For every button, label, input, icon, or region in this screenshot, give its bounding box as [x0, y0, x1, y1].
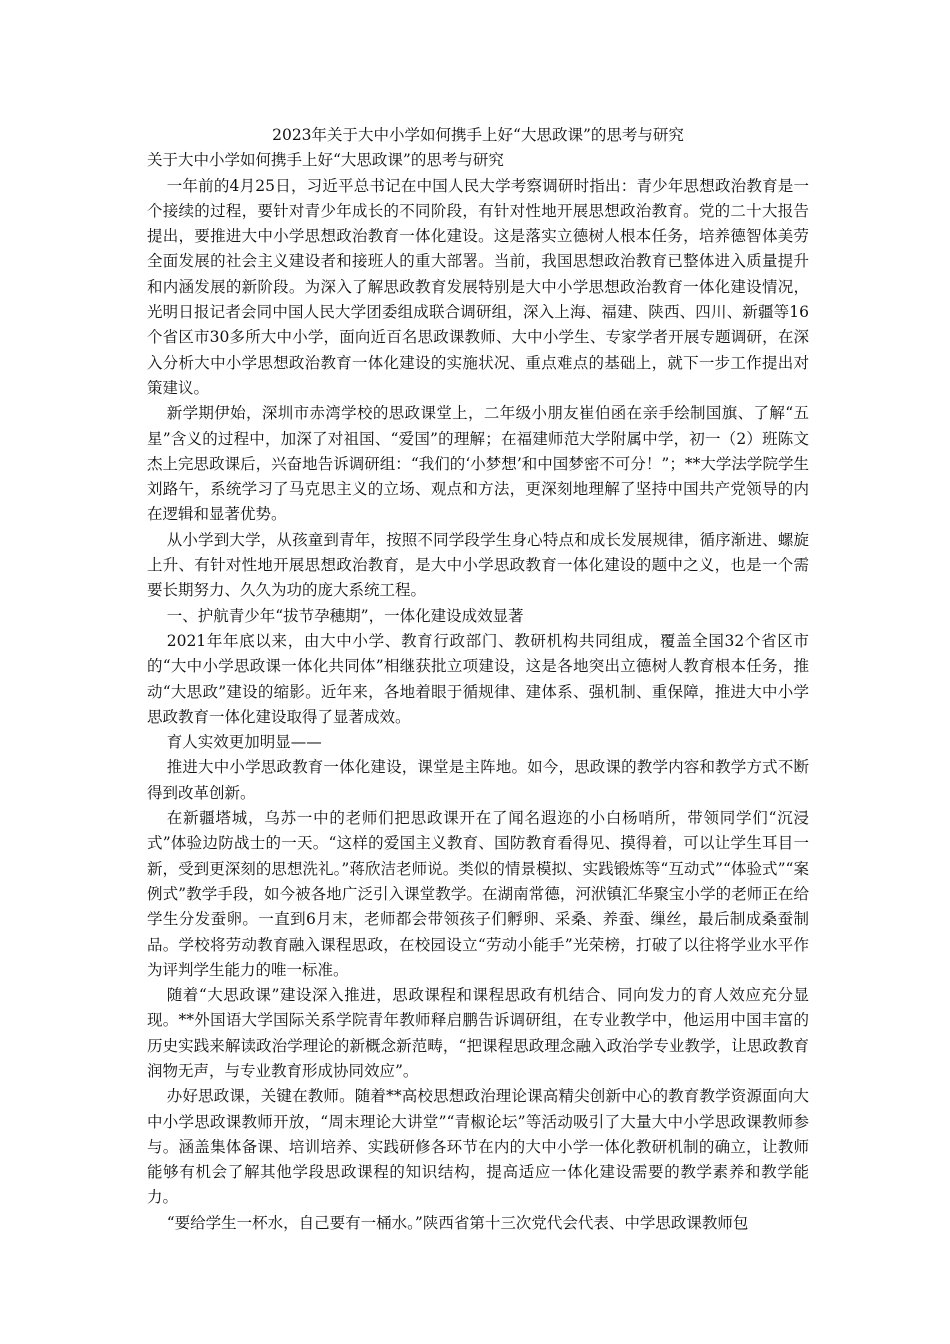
document-subtitle: 关于大中小学如何携手上好“大思政课”的思考与研究 — [147, 151, 504, 170]
paragraph-cup-of-water: “要给学生一杯水，自己要有一桶水。”陕西省第十三次党代会代表、中学思政课教师包 — [166, 1213, 749, 1232]
document-body — [147, 123, 809, 1236]
paragraph-big-ideology-course: 随着“大思政课”建设深入推进，思政课程和课程思政有机结合、同向发力的育人效应充分显现。**外国语大学国际关系学院青年教师释启鹏告诉调研组，在专业教学中，他运用中国丰富的历史实践来解读政治学理论的新概念新范畴，“把课程思政理念融入政治学专业教学，让思政教育润物无声，与专业教育形成协同效应”。 — [147, 986, 809, 1080]
section-heading-1: 一、护航青少年“拔节孕穗期”，一体化建设成效显著 — [166, 606, 524, 625]
paragraph-teachers: 办好思政课，关键在教师。随着**高校思想政治理论课高精尖创新中心的教育教学资源面向大中小学思政课教师开放，“周末理论大讲堂”“青椒论坛”等活动吸引了大量大中小学思政课教师参与。涵盖集体备课、培训培养、实践研修各环节在内的大中小学一体化教研机制的确立，让教师能够有机会了解其他学段思政课程的知识结构，提高适应一体化建设需要的教学素养和教学能力。 — [147, 1087, 809, 1207]
paragraph-since-2021: 2021年年底以来，由大中小学、教育行政部门、教研机构共同组成，覆盖全国32个省区市的“大中小学思政课一体化共同体”相继获批立项建设，这是各地突出立德树人教育根本任务，推动“大思政”建设的缩影。近年来，各地着眼于循规律、建体系、强机制、重保障，推进大中小学思政教育一体化建设取得了显著成效。 — [147, 631, 809, 726]
paragraph-intro: 一年前的4月25日，习近平总书记在中国人民大学考察调研时指出：青少年思想政治教育是一个接续的过程，要针对青少年成长的不同阶段，有针对性地开展思想政治教育。党的二十大报告提出，要推进大中小学思想政治教育一体化建设。这是落实立德树人根本任务，培养德智体美劳全面发展的社会主义建设者和接班人的重大部署。当前，我国思想政治教育已整体进入质量提升和内涵发展的新阶段。为深入了解思政教育发展特别是大中小学思想政治教育一体化建设情况，光明日报记者会同中国人民大学团委组成联合调研组，深入上海、福建、陕西、四川、新疆等16个省区市30多所大中小学，面向近百名思政课教师、大中小学生、专家学者开展专题调研，在深入分析大中小学思想政治教育一体化建设的实施状况、重点难点的基础上，就下一步工作提出对策建议。 — [147, 176, 809, 397]
paragraph-primary-to-university: 从小学到大学，从孩童到青年，按照不同学段学生身心特点和成长发展规律，循序渐进、螺旋上升、有针对性地开展思想政治教育，是大中小学思政教育一体化建设的题中之义，也是一个需要长期努力、久久为功的庞大系统工程。 — [147, 530, 809, 600]
paragraph-xinjiang: 在新疆塔城，乌苏一中的老师们把思政课开在了闻名遐迩的小白杨哨所，带领同学们“沉浸式”体验边防战士的一天。“这样的爱国主义教育、国防教育看得见、摸得着，可以让学生耳目一新，受到更深刻的思想洗礼。”蒋欣洁老师说。类似的情景模拟、实践锻炼等“互动式”“体验式”“案例式”教学手段，如今被各地广泛引入课堂教学。在湖南常德，河洑镇汇华聚宝小学的老师正在给学生分发蚕卵。一直到6月末，老师都会带领孩子们孵卵、采桑、养蚕、缫丝，最后制成桑蚕制品。学校将劳动教育融入课程思政，在校园设立“劳动小能手”光荣榜，打破了以往将学业水平作为评判学生能力的唯一标准。 — [147, 809, 809, 979]
document-title: 2023年关于大中小学如何携手上好“大思政课”的思考与研究 — [272, 126, 684, 144]
paragraph-new-semester: 新学期伊始，深圳市赤湾学校的思政课堂上，二年级小朋友崔伯函在亲手绘制国旗、了解“五星”含义的过程中，加深了对祖国、“爱国”的理解；在福建师范大学附属中学，初一（2）班陈文杰上完思政课后，兴奋地告诉调研组：“我们的‘小梦想’和中国梦密不可分！”；**大学法学院学生刘路午，系统学习了马克思主义的立场、观点和方法，更深刻地理解了坚持中国共产党领导的内在逻辑和显著优势。 — [147, 404, 809, 524]
subheading-education-effect: 育人实效更加明显—— — [166, 733, 322, 752]
paragraph-classroom: 推进大中小学思政教育一体化建设，课堂是主阵地。如今，思政课的教学内容和教学方式不断得到改革创新。 — [147, 758, 809, 802]
